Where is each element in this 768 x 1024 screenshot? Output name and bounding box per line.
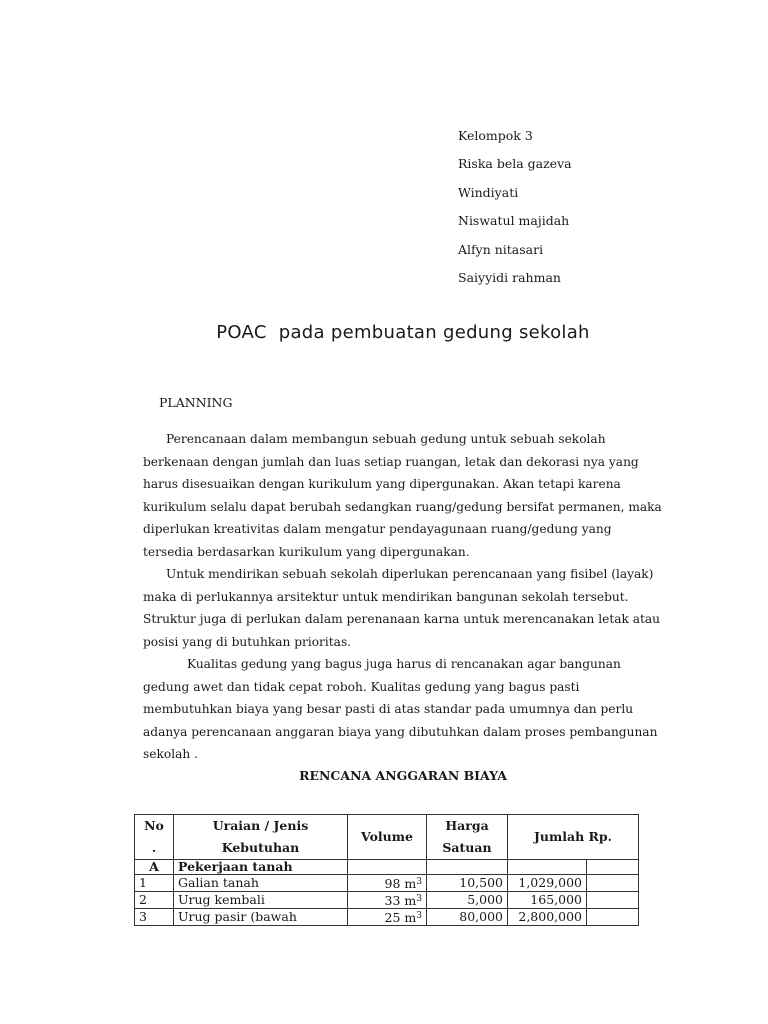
cell-harga: 80,000: [427, 909, 508, 926]
header-uraian-line1: Uraian / Jenis: [212, 818, 309, 833]
header-harga-line2: Satuan: [442, 840, 492, 855]
cell-extra: [587, 860, 639, 875]
group-name: Kelompok 3: [458, 128, 533, 143]
header-no: [135, 815, 174, 860]
member-name: Niswatul majidah: [458, 213, 570, 229]
paragraph: Perencanaan dalam membangun sebuah gedung untuk sebuah sekolah berkenaan dengan jumlah dan luas setiap ruangan, letak dan dekorasi nya yang harus disesuaikan dengan kurikulum yang dipergunakan. Akan tetapi karena kurikulum selalu dapat berubah sedangkan ruang/gedung bersifat permanen, maka diperlukan kreativitas dalam mengatur pendayagunaan ruang/gedung yang tersedia berdasarkan kurikulum yang dipergunakan.: [143, 432, 662, 559]
member-name: Riska bela gazeva: [458, 156, 572, 172]
header-no-line1: No: [144, 818, 164, 833]
member-name: Windiyati: [458, 184, 519, 200]
cell-extra: [587, 909, 639, 926]
cell-uraian: Urug pasir (bawah: [174, 909, 348, 926]
paragraph: Kualitas gedung yang bagus juga harus di rencanakan agar bangunan gedung awet dan tidak cepat roboh. Kualitas gedung yang bagus pasti membutuhkan biaya yang besar pasti di atas standar pada umumnya dan perlu adanya perencanaan anggaran biaya yang dibutuhkan dalam proses pembangunan sekolah .: [143, 657, 658, 761]
cell-jumlah: 165,000: [508, 892, 587, 909]
header-uraian-line2: Kebutuhan: [221, 840, 300, 855]
cell-volume: 25 $m^3$: [348, 909, 427, 926]
document-title: POAC pada pembuatan gedung sekolah: [216, 322, 590, 343]
cell-extra: [587, 875, 639, 892]
cell-jumlah: [508, 860, 587, 875]
member-name: Saiyyidi rahman: [458, 269, 561, 285]
cell-jumlah: 2,800,000: [508, 909, 587, 926]
header-harga-line1: Harga: [445, 818, 489, 833]
table-row: [135, 909, 639, 926]
member-name: Alfyn nitasari: [458, 241, 544, 257]
paragraph: Untuk mendirikan sebuah sekolah diperlukan perencanaan yang fisibel (layak) maka di perlukannya arsitektur untuk mendirikan bangunan sekolah tersebut. Struktur juga di perlukan dalam perenanaan karna untuk merencanakan letak atau posisi yang di butuhkan prioritas.: [143, 567, 661, 649]
group-members: [458, 124, 572, 294]
cell-uraian: Galian tanah: [174, 875, 348, 892]
header-uraian: [174, 815, 348, 860]
budget-table: [134, 814, 639, 926]
header-harga: [427, 815, 508, 860]
cell-uraian: Pekerjaan tanah: [174, 860, 348, 875]
cell-volume: [348, 860, 427, 875]
table-row: [135, 860, 639, 875]
table-header-row: [135, 815, 639, 860]
cell-harga: 5,000: [427, 892, 508, 909]
header-no-line2: .: [151, 840, 157, 855]
table-title: RENCANA ANGGARAN BIAYA: [299, 768, 507, 783]
cell-harga: [427, 860, 508, 875]
cell-uraian: Urug kembali: [174, 892, 348, 909]
cell-volume: 33 $m^3$: [348, 892, 427, 909]
header-volume: Volume: [348, 815, 427, 860]
cell-no: 2: [135, 892, 174, 909]
cell-extra: [587, 892, 639, 909]
table-row: [135, 875, 639, 892]
cell-jumlah: 1,029,000: [508, 875, 587, 892]
cell-no: A: [135, 860, 174, 875]
cell-no: 1: [135, 875, 174, 892]
section-heading: PLANNING: [159, 395, 233, 410]
cell-harga: 10,500: [427, 875, 508, 892]
body-text: [143, 428, 663, 766]
cell-volume: 98 $m^3$: [348, 875, 427, 892]
table-row: [135, 892, 639, 909]
cell-no: 3: [135, 909, 174, 926]
header-jumlah: Jumlah Rp.: [508, 815, 639, 860]
